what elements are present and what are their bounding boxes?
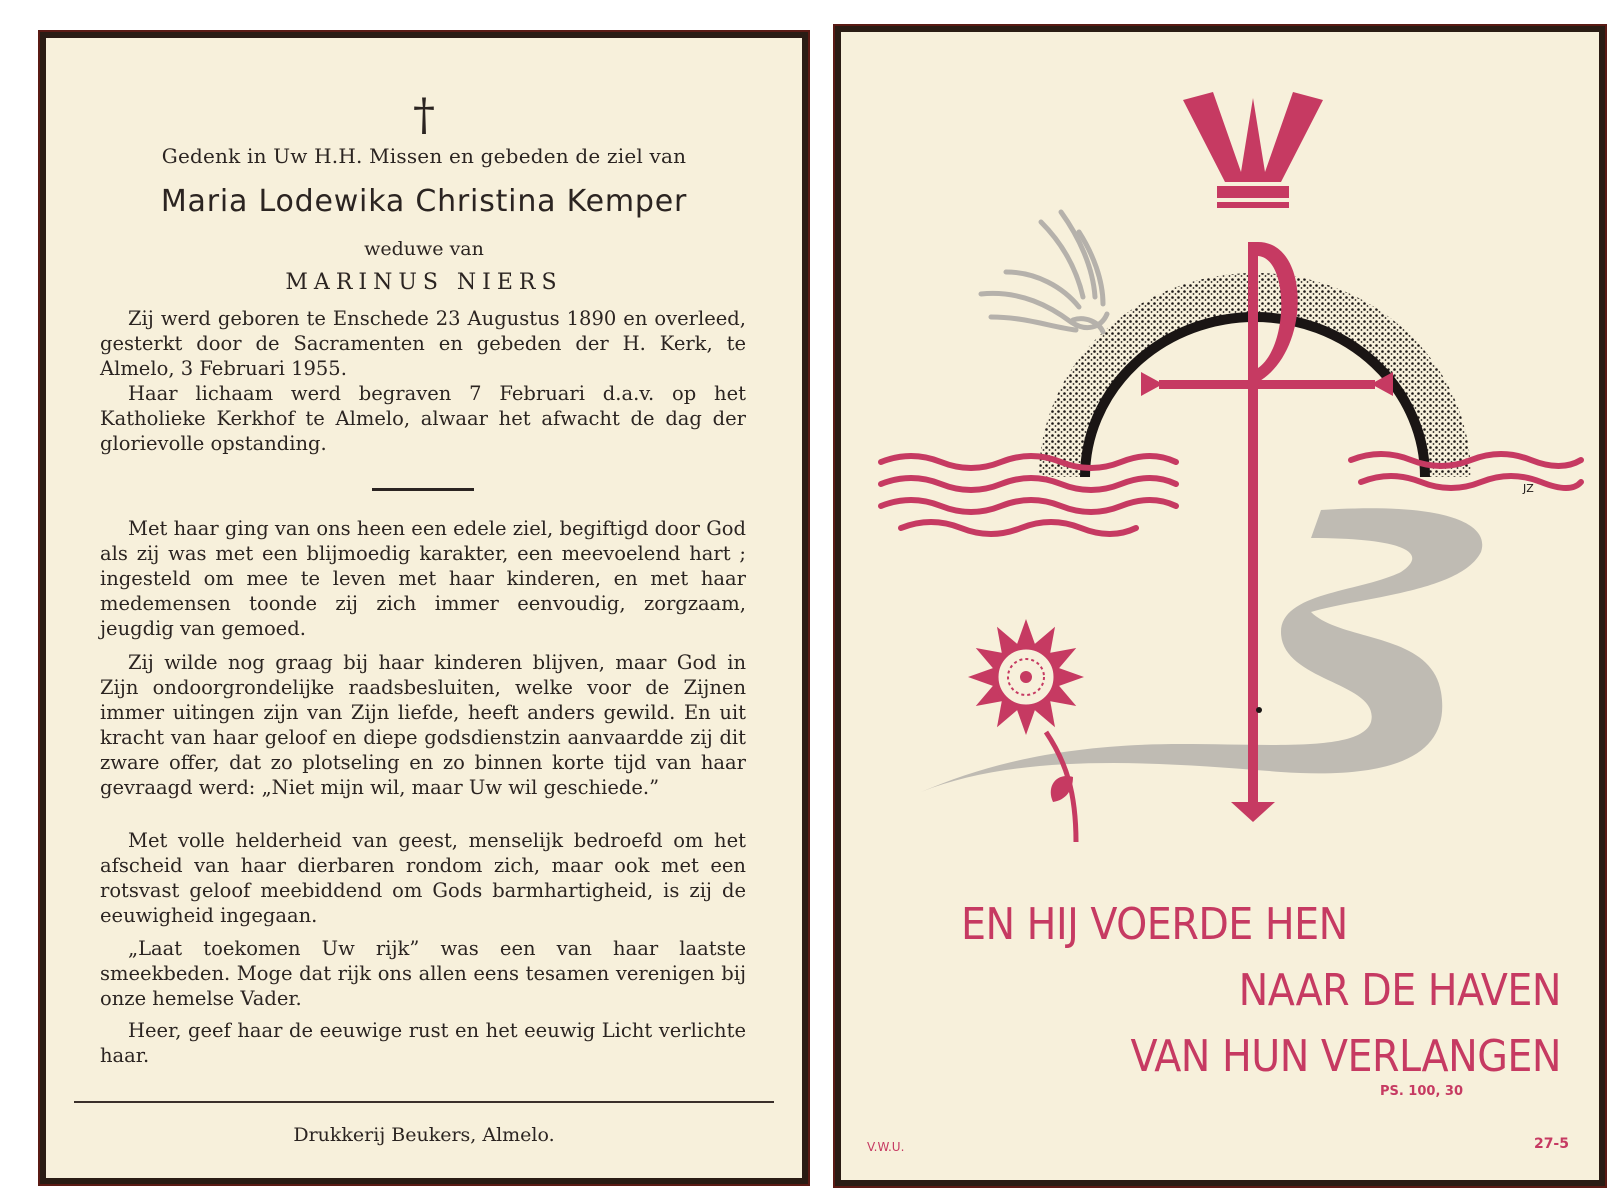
paragraph-birth-death: Zij werd geboren te Enschede 23 Augustus 1890 en overleed, gesterkt door de Sacramenten en gebeden der H. Kerk, te Almelo, 3 Februari 1955. — [100, 307, 746, 380]
paragraph-kingdom: „Laat toekomen Uw rijk” was een van haar laatste smeekbeden. Moge dat rijk ons allen eens tesamen verenigen bij onze hemelse Vader. — [100, 937, 746, 1010]
widow-of-label: weduwe van — [364, 238, 484, 260]
card-code: 27-5 — [1533, 1136, 1569, 1152]
husband-name: MARINUS NIERS — [285, 270, 563, 295]
memorial-card-image — [835, 26, 1605, 1186]
verse-line-1: EN HIJ VOERDE HEN — [961, 899, 1348, 950]
paragraph-prayer: Heer, geef haar de eeuwige rust en het eeuwig Licht verlichte haar. — [100, 1019, 746, 1067]
psalm-reference: PS. 100, 30 — [1379, 1084, 1463, 1099]
verse-line-3: VAN HUN VERLANGEN — [1130, 1031, 1561, 1082]
printer-credit: Drukkerij Beukers, Almelo. — [293, 1124, 555, 1146]
paragraph-character: Met haar ging van ons heen een edele ziel, begiftigd door God als zij was met een blijmoedig karakter, een meevoelend hart ; ingesteld om mee te leven met haar kinderen, en met haar medemensen toonde zij zich immer eenvoudig, zorgzaam, jeugdig van gemoed. — [100, 517, 746, 640]
crown-icon — [1183, 92, 1323, 208]
deceased-name: Maria Lodewika Christina Kemper — [160, 184, 688, 219]
artist-initials: JZ — [1523, 482, 1534, 495]
intro-line: Gedenk in Uw H.H. Missen en gebeden de ziel van — [161, 144, 687, 168]
cross-icon: † — [413, 90, 435, 141]
memorial-card-text — [40, 32, 808, 1184]
divider-rule — [372, 488, 474, 491]
paragraph-burial: Haar lichaam werd begraven 7 Februari d.a.v. op het Katholieke Kerkhof te Almelo, alwaar het afwacht de dag der glorievolle opstanding. — [100, 382, 746, 455]
paragraph-farewell: Met volle helderheid van geest, menselijk bedroefd om het afscheid van haar dierbaren rondom zich, maar ook met een rotsvast geloof meebiddend om Gods barmhartigheid, is zij de eeuwigheid ingegaan. — [100, 829, 746, 927]
ink-dot — [1256, 707, 1262, 713]
footer-rule — [74, 1101, 774, 1103]
verse-text — [961, 892, 1561, 1090]
waves-icon — [881, 454, 1581, 534]
paragraph-gods-will: Zij wilde nog graag bij haar kinderen blijven, maar God in Zijn ondoorgrondelijke raadsbesluiten, welke voor de Zijnen immer uitingen zijn van Zijn liefde, heeft anders gewild. En uit kracht van haar geloof en diepe godsdienstzin aanvaardde zij dit zware offer, dat zo plotseling en zo binnen korte tijd van haar gevraagd werd: „Niet mijn wil, maar Uw wil geschiede.” — [100, 651, 746, 799]
verse-line-2: NAAR DE HAVEN — [1238, 965, 1561, 1016]
flower-icon — [968, 619, 1084, 842]
dove-icon — [981, 212, 1107, 332]
publisher-mark: V.W.U. — [867, 1140, 905, 1154]
